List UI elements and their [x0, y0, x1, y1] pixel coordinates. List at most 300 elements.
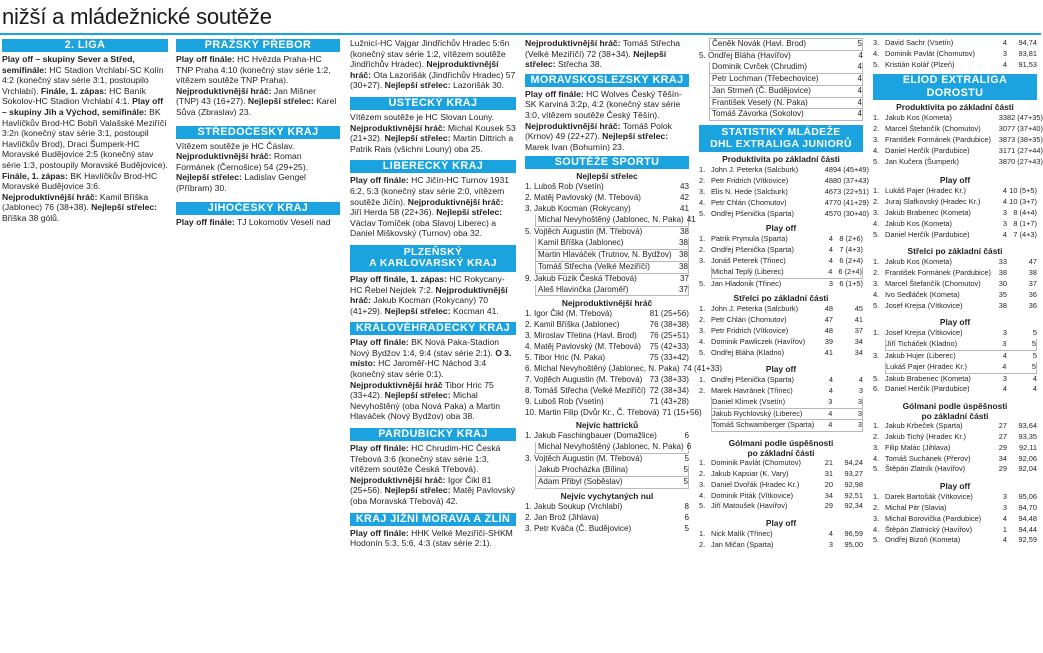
- table-cell-value: 4: [1032, 384, 1037, 394]
- table-junior-strelci-playoff: [699, 375, 863, 432]
- table-cell-value: 6 (2+4): [839, 255, 863, 265]
- table-cell-games: 20: [824, 479, 833, 489]
- table-cell-games: 3: [828, 540, 833, 550]
- list-item-name: 7. Vojtěch Augustin (M. Třebová): [525, 374, 643, 384]
- table-cell-value: 80 (37+43): [833, 176, 869, 186]
- list-item-value: 5: [684, 523, 689, 533]
- list-item-name: 8. Tomáš Střecha (Velké Meziříčí): [525, 385, 646, 395]
- golmani-line1: Gólmani podle úspěšnosti: [728, 438, 834, 449]
- table-cell-games: 4: [828, 266, 833, 276]
- table-cell-value: 7 (4+3): [1013, 229, 1037, 239]
- table-row: [873, 421, 1037, 432]
- table-row: [699, 234, 863, 245]
- table-cell-games: 48: [824, 325, 833, 335]
- table-cell-name: Ondřej Pšenička (Sparta): [711, 245, 794, 255]
- subheader-junior-produktivita: Produktivita po základní části: [722, 154, 840, 165]
- list-item-value: 74 (41+33): [682, 363, 723, 373]
- table-cell-games: 47: [824, 197, 833, 207]
- table-cell-name: Petr Chlán (Chomutov): [711, 315, 787, 325]
- table-cell-name: Kristián Kolář (Plzeň): [885, 59, 955, 69]
- list-item: [709, 86, 863, 98]
- table-row: [699, 491, 863, 502]
- list-item-name: 3. Miroslav Třetina (Havl. Brod): [525, 331, 637, 341]
- table-cell-name: Jakub Brabenec (Kometa): [885, 373, 971, 383]
- section-header-pardubicky: PARDUBICKÝ KRAJ: [350, 428, 516, 441]
- table-cell-rank: 3.: [699, 479, 706, 489]
- table-cell-games: 47: [824, 315, 833, 325]
- table-dorost-playoff: [873, 186, 1037, 240]
- table-cell-rank: 5.: [699, 208, 706, 218]
- table-cell-rank: 4.: [873, 48, 880, 58]
- section-text-liberecky: Play off finále: HC Jičín-HC Turnov 1931 6:2, 5:3 (konečný stav série 2:0, vítězem soutěže Jičín). Nejproduktivnější hráč: Jiří Herda 58 (22+36). Nejlepší střelec: Václav Tomíček (oba Slavoj Liberec) a Daniel Miškovský (Turnov) oba 32.: [350, 175, 510, 239]
- list-item: [525, 353, 689, 364]
- list-item: [525, 375, 689, 386]
- table-cell-rank: 1.: [699, 165, 706, 175]
- table-cell-games: 4: [1002, 229, 1007, 239]
- table-cell-rank: 3.: [873, 134, 880, 144]
- table-row: [699, 348, 863, 359]
- table-cell-name: Daniel Dvořák (Hradec Kr.): [711, 479, 800, 489]
- table-cell-games: 38: [998, 134, 1007, 144]
- table-row: [873, 301, 1037, 312]
- subheader-junior-playoff: Play off: [765, 223, 797, 234]
- table-cell-value: 92,51: [844, 490, 863, 500]
- list-item-value: 42: [679, 193, 689, 203]
- table-cell-rank: 5.: [873, 59, 880, 69]
- table-cell-value: 41: [854, 315, 863, 325]
- table-cell-rank: 3.: [873, 278, 880, 288]
- subheader-junior-strelci: Střelci po základní části: [733, 293, 829, 304]
- list-item: [525, 320, 689, 331]
- subheader-dorost-golmani: [873, 401, 1037, 421]
- table-cell-value: 92,06: [1018, 453, 1037, 463]
- list-item-value: 75 (33+42): [649, 353, 689, 363]
- section-header-plzensky: [350, 245, 516, 272]
- table-dorost-strelci-playoff: [873, 328, 1037, 395]
- dorost-golmani-line1: Gólmani podle úspěšnosti: [902, 401, 1008, 412]
- table-cell-rank: 1.: [699, 458, 706, 468]
- table-row: [873, 268, 1037, 279]
- table-cell-games: 38: [998, 156, 1007, 166]
- table-cell-rank: 1.: [873, 186, 880, 196]
- table-row: [699, 469, 863, 480]
- table-cell-rank: 2.: [699, 245, 706, 255]
- table-cell-name: Jakub Kapsiar (K. Vary): [711, 469, 789, 479]
- table-cell-rank: 1.: [873, 257, 880, 267]
- table-cell-games: 27: [998, 421, 1007, 431]
- list-item-name: Michal Nevyhoštěný (Jablonec, N. Paka): [538, 442, 684, 452]
- list-item: [525, 309, 689, 320]
- table-cell-rank: 4.: [873, 524, 880, 534]
- subheader-junior-golmani: [699, 438, 863, 458]
- table-row: [699, 304, 863, 315]
- subheader-junior-strelci-playoff: Play off: [765, 364, 797, 375]
- column-regions-2: [350, 38, 516, 551]
- table-cell-name: Jakub Kos (Kometa): [885, 113, 952, 123]
- list-item-name: Čeněk Novák (Havl. Brod): [712, 39, 807, 48]
- table-row: [873, 156, 1043, 168]
- table-cell-rank: 3.: [699, 186, 706, 196]
- table-cell-value: 5: [1032, 328, 1037, 338]
- table-cell-name: František Formánek (Pardubice): [885, 134, 991, 144]
- page-title: nižší a mládežnické soutěže: [2, 4, 272, 29]
- table-cell-name: Marcel Štefančík (Chomutov): [885, 124, 981, 134]
- column-dorost: [873, 38, 1043, 546]
- table-cell-rank: 2.: [873, 431, 880, 441]
- statistiky-line2: DHL EXTRALIGA JUNIORŮ: [710, 138, 852, 150]
- list-item-name: Jan Strmeň (Č. Budějovice): [712, 85, 811, 95]
- list-item-name: 6. Michal Nevyhoštěný (Jablonec, N. Paka): [525, 363, 680, 373]
- table-cell-rank: 1.: [699, 375, 706, 385]
- table-cell-name: Jakub Rychlovský (Liberec): [712, 408, 803, 418]
- section-header-jm-zlin: KRAJ JIŽNÍ MORAVA A ZLÍN: [350, 513, 516, 526]
- table-cell-rank: 3.: [699, 255, 706, 265]
- list-strelci: [525, 182, 696, 296]
- table-cell-games: 4: [1002, 186, 1007, 196]
- list-item-name: Martin Hlaváček (Trutnov, N. Bydžov): [538, 249, 672, 259]
- list-item-value: 41: [686, 215, 696, 225]
- table-cell-rank: 2.: [873, 268, 880, 278]
- section-header-liberecky: LIBERECKÝ KRAJ: [350, 160, 516, 173]
- section-header-jihocesky: JIHOČESKÝ KRAJ: [176, 202, 340, 215]
- list-item-name: 3. Jakub Kocman (Rokycany): [525, 204, 631, 214]
- table-cell-name: Elis N. Hede (Salcburk): [711, 186, 788, 196]
- table-cell-value: 70 (30+40): [833, 208, 869, 218]
- table-cell-games: 4: [1002, 513, 1007, 523]
- table-cell-games: 29: [824, 501, 833, 511]
- table-row: [885, 339, 1037, 351]
- list-item-value: 5: [683, 477, 688, 487]
- table-cell-name: Dominik Pawliczek (Havířov): [711, 336, 806, 346]
- table-cell-games: 30: [998, 124, 1007, 134]
- table-cell-games: 3: [1002, 502, 1007, 512]
- table-row: [873, 113, 1043, 124]
- table-cell-rank: 4.: [873, 145, 880, 155]
- table-cell-rank: 1.: [873, 113, 880, 123]
- list-item-value: 6: [686, 442, 692, 452]
- table-cell-rank: 1.: [873, 328, 880, 338]
- table-cell-rank: 3.: [873, 207, 880, 217]
- table-cell-games: 4: [828, 255, 833, 265]
- table-cell-games: 4: [828, 245, 833, 255]
- table-cell-games: 4: [1002, 361, 1007, 371]
- section-text-kralovehradecky: Play off finále: BK Nová Paka-Stadion Nový Bydžov 1:4, 9:4 (stav série 2:1). O 3. místo: HC Jaroměř-HC Náchod 3:4 (konečný stav série 0:1). Nejproduktivnější hráč Tibor Hric 75 (33+42). Nejlepší střelec: Michal Nevyhoštěný (oba Nová Paka) a Martin Hlaváček (Nový Bydžov) oba 38.: [350, 337, 512, 422]
- table-cell-rank: 1.: [699, 234, 706, 244]
- table-cell-name: Jonáš Peterek (Třinec): [711, 255, 786, 265]
- table-cell-value: 3: [858, 386, 863, 396]
- list-item-value: 71 (15+56): [662, 407, 702, 417]
- table-cell-value: 7 (4+3): [839, 245, 863, 255]
- table-cell-value: 71 (27+44): [1007, 145, 1043, 155]
- table-cell-games: 3: [1002, 48, 1007, 58]
- list-item-name: 3. Petr Kváča (Č. Budějovice): [525, 523, 632, 533]
- table-cell-games: 4: [828, 234, 833, 244]
- table-cell-value: 96,59: [844, 529, 863, 539]
- section-header-souteze-sportu: SOUTĚŽE SPORTU: [525, 156, 689, 169]
- table-cell-rank: 3.: [873, 442, 880, 452]
- table-row: [873, 290, 1037, 301]
- table-cell-games: 48: [824, 176, 833, 186]
- table-cell-games: 38: [998, 300, 1007, 310]
- table-row: [873, 124, 1043, 135]
- table-junior-golmani-playoff-cont: [873, 38, 1037, 70]
- list-item-value: 38: [678, 261, 688, 271]
- list-item-value: 4: [857, 109, 862, 119]
- list-item-value: 37: [678, 284, 688, 294]
- section-text-praha: Play off finále: HC Hvězda Praha-HC TNP Praha 4:10 (konečný stav série 1:2, vítězem soutěže TNP Praha). Nejproduktivnější hráč: Jan Mišner (TNP) 43 (16+27). Nejlepší střelec: Karel Sůva (Zbraslav) 23.: [176, 54, 337, 117]
- table-row: [699, 480, 863, 491]
- table-cell-rank: 5.: [873, 373, 880, 383]
- table-row: [699, 337, 863, 348]
- table-row: [873, 384, 1037, 395]
- list-item-name: Dominik Cvrček (Chrudim): [712, 61, 807, 71]
- table-row: [873, 230, 1037, 241]
- list-nuly: [525, 502, 689, 535]
- list-item: [535, 215, 696, 227]
- list-item-value: 72 (38+34): [649, 385, 689, 395]
- list-item-name: 9. Luboš Rob (Vsetín): [525, 396, 604, 406]
- section-header-stredocesky: STŘEDOČESKÝ KRAJ: [176, 126, 340, 139]
- table-cell-value: 92,34: [844, 501, 863, 511]
- list-item-name: 4. Matěj Pavlovský (M. Třebová): [525, 342, 641, 352]
- table-cell-value: 92,04: [1018, 464, 1037, 474]
- table-dorost-golmani-playoff: [873, 492, 1037, 546]
- table-row: [873, 186, 1037, 197]
- table-cell-games: 4: [1002, 350, 1007, 360]
- table-cell-rank: 5.: [873, 464, 880, 474]
- table-cell-games: 4: [1002, 197, 1007, 207]
- section-text-moravskoslezsky: Play off finále: HC Wolves Český Těšín-SK Karviná 3:2p, 4:2 (konečný stav série 3:0, vítězem soutěže Český Těšín). Nejproduktivnější hráč: Tomáš Polok (Krnov) 49 (22+27). Nejlepší střelec: Marek Ivan (Bohumín) 23.: [525, 88, 682, 152]
- table-cell-value: 36: [1028, 300, 1037, 310]
- table-cell-value: 82 (47+35): [1007, 113, 1043, 123]
- table-row: [873, 432, 1037, 443]
- table-cell-rank: 2.: [873, 197, 880, 207]
- table-cell-name: Jakub Hujer (Liberec): [885, 350, 956, 360]
- table-cell-games: 3: [1002, 339, 1007, 349]
- list-item: [525, 397, 689, 408]
- table-cell-games: 3: [1002, 492, 1007, 502]
- table-row: [711, 420, 863, 432]
- table-row: [699, 256, 863, 267]
- table-row: [699, 326, 863, 337]
- table-cell-name: Štěpán Zlatník (Havířov): [885, 464, 966, 474]
- table-cell-games: 33: [998, 113, 1007, 123]
- table-cell-name: Daniel Herčík (Pardubice): [885, 229, 970, 239]
- table-cell-rank: 1.: [699, 529, 706, 539]
- subheader-dorost-golmani-playoff: Play off: [939, 481, 971, 492]
- list-item: [525, 386, 689, 397]
- list-item-value: 6: [684, 431, 689, 441]
- list-item-name: Michal Nevyhoštěný (Jablonec, N. Paka): [538, 215, 684, 225]
- table-cell-value: 92,11: [1019, 442, 1037, 452]
- table-cell-rank: 2.: [699, 315, 706, 325]
- table-cell-value: 38: [1028, 268, 1037, 278]
- table-row: [699, 165, 869, 176]
- plzensky-line1: PLZEŇSKÝ: [403, 246, 463, 258]
- list-item-name: Petr Lochman (Třebechovice): [712, 73, 819, 83]
- golmani-line2: po základní části: [747, 448, 815, 459]
- section-header-eliod: ELIOD EXTRALIGA DOROSTU: [873, 74, 1037, 100]
- table-cell-name: Nick Malík (Třinec): [711, 529, 773, 539]
- list-item-value: 6: [684, 512, 689, 522]
- table-cell-name: Daniel Herčík (Pardubice): [885, 145, 970, 155]
- table-cell-value: 94 (45+49): [833, 165, 869, 175]
- table-cell-value: 8 (2+6): [839, 234, 863, 244]
- table-cell-games: 4: [1002, 38, 1007, 47]
- table-cell-value: 93,35: [1018, 431, 1037, 441]
- table-cell-name: Jakub Tichý (Hradec Kr.): [885, 431, 966, 441]
- list-item-value: 43: [679, 182, 689, 192]
- list-item: [525, 204, 689, 215]
- section-text-jihocesky-cont: Lužnicí-HC Vajgar Jindřichův Hradec 5:6n (konečný stav série 1:2, vítězem soutěže Jindřichův Hradec). Nejproduktivnější hráč: Ota Lazorišák (Jindřichův Hradec) 57 (30+27). Nejlepší střelec: Lazorišák 30.: [350, 38, 516, 91]
- section-header-praha: PRAŽSKÝ PŘEBOR: [176, 39, 340, 52]
- list-item-name: 3. Vojtěch Augustin (M. Třebová): [525, 454, 643, 464]
- table-cell-games: 4: [1002, 59, 1007, 69]
- table-row: [699, 501, 863, 512]
- table-cell-rank: 3.: [873, 513, 880, 523]
- table-row: [699, 186, 869, 198]
- table-row: [873, 208, 1037, 219]
- table-row: [711, 397, 863, 409]
- table-cell-name: Filip Malác (Jihlava): [885, 442, 951, 452]
- table-cell-rank: 5.: [873, 156, 880, 166]
- section-text-pardubicky: Play off finále: HC Chrudim-HC Česká Třebová 3:6 (konečný stav série 1:3, vítězem soutěže Česká Třebová). Nejproduktivnější hráč: Igor Čikl 81 (25+56). Nejlepší střelec: Matěj Pavlovský (oba Moravská Třebová) 42.: [350, 443, 516, 506]
- column-mladez: [699, 38, 869, 551]
- table-cell-name: Tomáš Schwamberger (Sparta): [712, 420, 815, 430]
- list-item-value: 38: [679, 226, 689, 236]
- table-cell-name: Jan Hladonik (Třinec): [711, 278, 782, 288]
- list-item-value: 38: [678, 237, 688, 247]
- table-cell-rank: 2.: [699, 386, 706, 396]
- list-item: [525, 502, 689, 513]
- table-row: [873, 328, 1037, 339]
- list-item-name: František Veselý (N. Paka): [712, 97, 808, 107]
- section-text-jm-zlin-cont: Nejproduktivnější hráč: Tomáš Střecha (Velké Meziříčí) 72 (38+34). Nejlepší střelec: Střecha 38.: [525, 38, 681, 70]
- table-cell-name: Josef Krejsa (Vítkovice): [885, 300, 963, 310]
- list-item: [535, 285, 689, 297]
- table-cell-value: 73 (22+51): [833, 186, 869, 196]
- table-cell-name: Jakub Kos (Kometa): [885, 257, 952, 267]
- table-cell-name: Jan Mičan (Sparta): [711, 540, 774, 550]
- table-cell-name: Petr Chlán (Chomutov): [711, 197, 787, 207]
- table-cell-rank: 1.: [699, 304, 706, 314]
- table-cell-games: 3: [1002, 373, 1007, 383]
- table-cell-games: 27: [998, 431, 1007, 441]
- table-dorost-strelci: [873, 257, 1037, 311]
- table-cell-games: 29: [998, 442, 1007, 452]
- list-item-name: 2. Matěj Pavlovský (M. Třebová): [525, 193, 641, 203]
- section-text-stredocesky: Vítězem soutěže je HC Čáslav. Nejproduktivnější hráč: Roman Formánek (Černošice) 54 (29+25). Nejlepší střelec: Ladislav Gengel (Příbram) 30.: [176, 140, 309, 193]
- table-row: [885, 362, 1037, 374]
- table-cell-value: 94,70: [1018, 502, 1037, 512]
- subheader-hattricky: Nejvíc hattricků: [575, 420, 639, 431]
- table-cell-name: Ondřej Bláha (Kladno): [711, 347, 785, 357]
- table-cell-value: 91,53: [1018, 59, 1037, 69]
- table-cell-name: Marek Havránek (Třinec): [711, 386, 793, 396]
- table-row: [873, 374, 1037, 385]
- list-item: [525, 431, 689, 442]
- table-cell-value: 8 (1+7): [1013, 218, 1037, 228]
- list-item-value: 4: [857, 97, 862, 107]
- table-cell-value: 5: [1032, 350, 1037, 360]
- table-cell-games: 34: [824, 490, 833, 500]
- table-cell-value: 3: [857, 396, 862, 406]
- table-junior-golmani-playoff: [699, 529, 863, 551]
- table-cell-games: 4: [828, 386, 833, 396]
- table-cell-name: Petr Fridrich (Vítkovice): [711, 176, 789, 186]
- table-row: [699, 386, 863, 397]
- list-item-name: 5. Ondřej Bláha (Havířov): [699, 50, 791, 60]
- table-row: [873, 464, 1037, 475]
- table-row: [699, 279, 863, 290]
- table-cell-value: 34: [854, 336, 863, 346]
- list-item: [709, 98, 863, 110]
- table-cell-rank: 4.: [699, 490, 706, 500]
- table-cell-name: Ondřej Bizoň (Kometa): [885, 535, 961, 545]
- list-item-name: 10. Martin Filip (Dvůr Kr., Č. Třebová): [525, 407, 660, 417]
- table-row: [699, 176, 869, 187]
- table-cell-rank: 2.: [699, 176, 706, 186]
- list-item: [699, 51, 863, 62]
- table-cell-games: 3: [1002, 328, 1007, 338]
- table-cell-value: 93,27: [844, 469, 863, 479]
- list-produktivita: [525, 309, 723, 418]
- table-cell-value: 4: [1032, 373, 1037, 383]
- table-cell-value: 10 (3+7): [1009, 197, 1037, 207]
- table-cell-value: 95,00: [844, 540, 863, 550]
- table-cell-rank: 4.: [873, 218, 880, 228]
- table-cell-games: 33: [998, 257, 1007, 267]
- table-row: [873, 134, 1043, 146]
- table-cell-name: Jakub Brabenec (Kometa): [885, 207, 971, 217]
- list-item-value: 4: [857, 73, 862, 83]
- list-item: [525, 274, 689, 285]
- table-cell-games: 29: [998, 464, 1007, 474]
- table-row: [873, 257, 1037, 268]
- table-cell-rank: 5.: [873, 229, 880, 239]
- table-cell-rank: 2.: [699, 469, 706, 479]
- table-row: [873, 535, 1037, 546]
- table-cell-rank: 3.: [873, 38, 880, 47]
- list-item-value: 37: [679, 273, 689, 283]
- table-cell-games: 30: [998, 278, 1007, 288]
- subheader-nuly: Nejvíc vychytaných nul: [560, 491, 654, 501]
- list-item: [525, 407, 702, 419]
- table-cell-name: Jan Kučera (Šumperk): [885, 156, 959, 166]
- table-cell-games: 46: [824, 186, 833, 196]
- list-item-value: 73 (38+33): [649, 374, 689, 384]
- table-junior-playoff: [699, 234, 863, 289]
- table-cell-name: Lukáš Pajer (Hradec Kr.): [886, 361, 967, 371]
- table-dorost-golmani: [873, 421, 1037, 475]
- table-cell-value: 47: [1028, 257, 1037, 267]
- table-cell-name: Tomáš Suchánek (Přerov): [885, 453, 971, 463]
- section-header-statistiky-mladeze: [699, 125, 863, 152]
- table-row: [699, 458, 863, 469]
- table-cell-value: 94,48: [1018, 513, 1037, 523]
- list-item-name: Aleš Hlavinčka (Jaroměř): [538, 284, 629, 294]
- table-cell-name: Darek Bartošák (Vítkovice): [885, 492, 973, 502]
- table-cell-value: 5: [1031, 361, 1036, 371]
- table-cell-games: 4: [1002, 384, 1007, 394]
- list-item-value: 4: [857, 85, 862, 95]
- column-2-liga: [2, 38, 168, 226]
- table-cell-value: 70 (41+29): [833, 197, 869, 207]
- list-item-value: 76 (38+38): [649, 320, 689, 330]
- table-cell-rank: 5.: [873, 300, 880, 310]
- table-cell-value: 94,24: [844, 458, 863, 468]
- table-cell-value: 93,81: [1018, 48, 1037, 58]
